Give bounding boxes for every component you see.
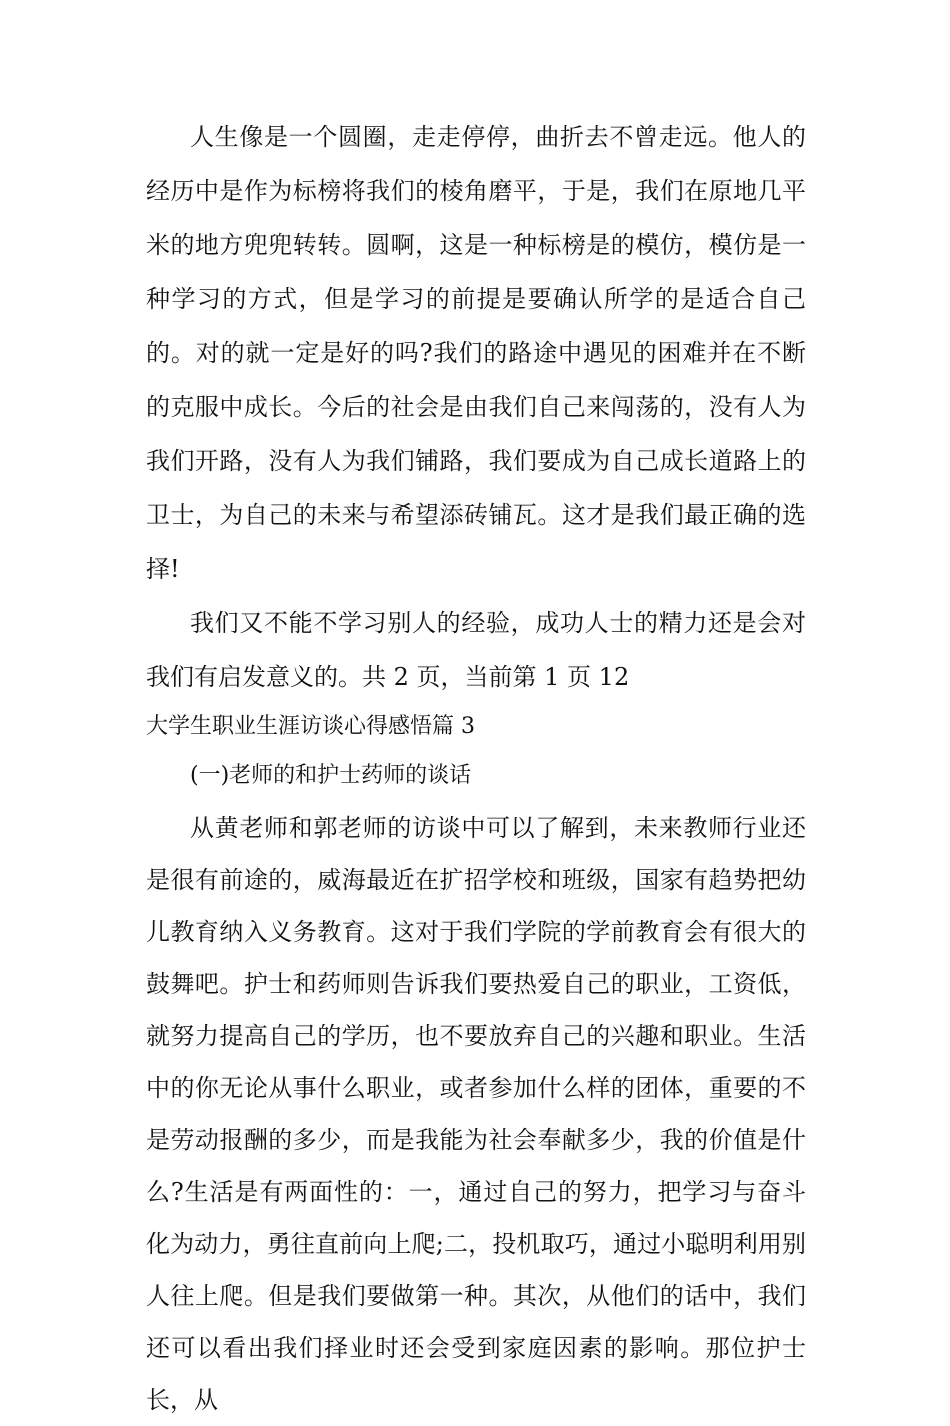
- paragraph-interview-summary: 从黄老师和郭老师的访谈中可以了解到，未来教师行业还是很有前途的，威海最近在扩招学校和班级，国家有趋势把幼儿教育纳入义务教育。这对于我们学院的学前教育会有很大的鼓舞吧。护士和药师则告诉我们要热爱自己的职业，工资低，就努力提高自己的学历，也不要放弃自己的兴趣和职业。生活中的你无论从事什么职业，或者参加什么样的团体，重要的不是劳动报酬的多少，而是我能为社会奉献多少，我的价值是什么?生活是有两面性的：一，通过自己的努力，把学习与奋斗化为动力，勇往直前向上爬;二，投机取巧，通过小聪明利用别人往上爬。但是我们要做第一种。其次，从他们的话中，我们还可以看出我们择业时还会受到家庭因素的影响。那位护士长，从: [146, 814, 806, 1414]
- document-body: [146, 110, 806, 1426]
- section-heading: 大学生职业生涯访谈心得感悟篇 3: [146, 714, 475, 739]
- subsection-heading: (一)老师的和护士药师的谈话: [190, 763, 472, 788]
- paragraph-learn-experience: 我们又不能不学习别人的经验，成功人士的精力还是会对我们有启发意义的。共 2 页，当前第 1 页 12: [146, 609, 806, 691]
- paragraph-circle-of-life: 人生像是一个圆圈，走走停停，曲折去不曾走远。他人的经历中是作为标榜将我们的棱角磨平，于是，我们在原地几平米的地方兜兜转转。圆啊，这是一种标榜是的模仿，模仿是一种学习的方式，但是学习的前提是要确认所学的是适合自己的。对的就一定是好的吗?我们的路途中遇见的困难并在不断的克服中成长。今后的社会是由我们自己来闯荡的，没有人为我们开路，没有人为我们铺路，我们要成为自己成长道路上的卫士，为自己的未来与希望添砖铺瓦。这才是我们最正确的选择!: [146, 123, 806, 583]
